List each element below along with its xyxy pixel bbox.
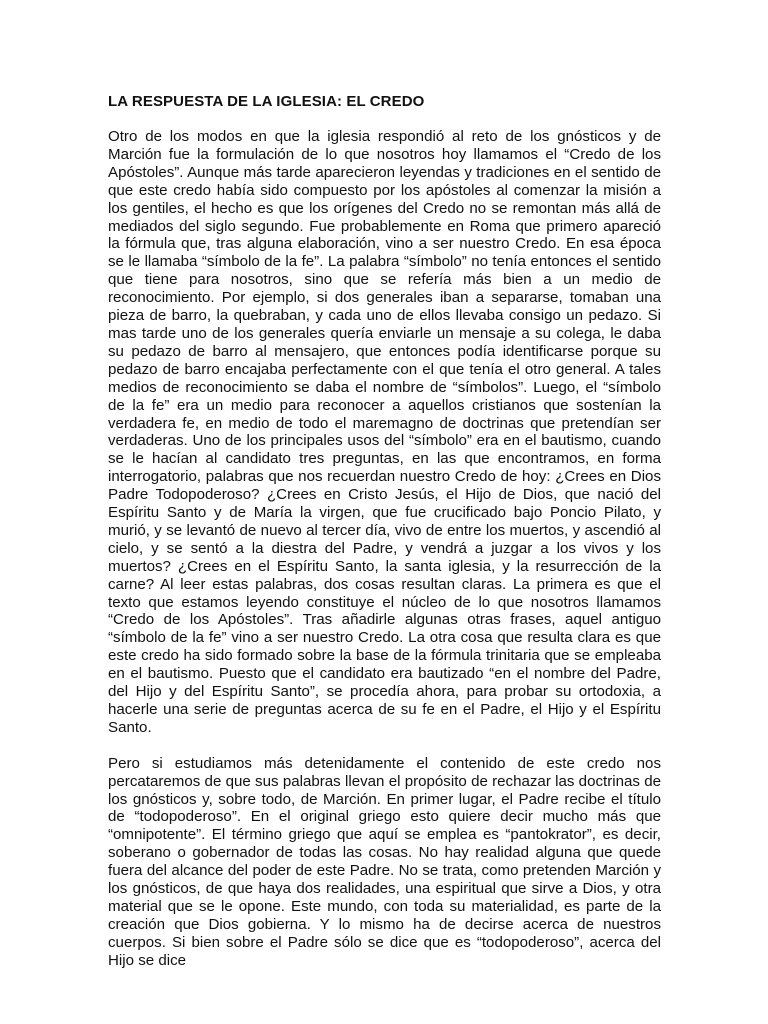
document-body [108, 92, 661, 987]
paragraph-2: Pero si estudiamos más detenidamente el contenido de este credo nos percataremos de que sus palabras llevan el propósito de rechazar las doctrinas de los gnósticos y, sobre todo, de Marción. En primer lugar, el Padre recibe el título de “todopoderoso”. En el original griego esto quiere decir mucho más que “omnipotente”. El término griego que aquí se emplea es “pantokrator”, es decir, soberano o gobernador de todas las cosas. No hay realidad alguna que quede fuera del alcance del poder de este Padre. No se trata, como pretenden Marción y los gnósticos, de que haya dos realidades, una espiritual que sirve a Dios, y otra material que se le opone. Este mundo, con toda su materialidad, es parte de la creación que Dios gobierna. Y lo mismo ha de decirse acerca de nuestros cuerpos. Si bien sobre el Padre sólo se dice que es “todopoderoso”, acerca del Hijo se dice [108, 754, 661, 969]
paragraph-1: Otro de los modos en que la iglesia respondió al reto de los gnósticos y de Marción fue la formulación de lo que nosotros hoy llamamos el “Credo de los Apóstoles”. Aunque más tarde aparecieron leyendas y tradiciones en el sentido de que este credo había sido compuesto por los apóstoles al comenzar la misión a los gentiles, el hecho es que los orígenes del Credo no se remontan más allá de mediados del siglo segundo. Fue probablemente en Roma que primero apareció la fórmula que, tras alguna elaboración, vino a ser nuestro Credo. En esa época se le llamaba “símbolo de la fe”. La palabra “símbolo” no tenía entonces el sentido que tiene para nosotros, sino que se refería más bien a un medio de reconocimiento. Por ejemplo, si dos generales iban a separarse, tomaban una pieza de barro, la quebraban, y cada uno de ellos llevaba consigo un pedazo. Si mas tarde uno de los generales quería enviarle un mensaje a su colega, le daba su pedazo de barro al mensajero, que entonces podía identificarse porque su pedazo de barro encajaba perfectamente con el que tenía el otro general. A tales medios de reconocimiento se daba el nombre de “símbolos”. Luego, el “símbolo de la fe” era un medio para reconocer a aquellos cristianos que sostenían la verdadera fe, en medio de todo el maremagno de doctrinas que pretendían ser verdaderas. Uno de los principales usos del “símbolo” era en el bautismo, cuando se le hacían al candidato tres preguntas, en las que encontramos, en forma interrogatorio, palabras que nos recuerdan nuestro Credo de hoy: ¿Crees en Dios Padre Todopoderoso? ¿Crees en Cristo Jesús, el Hijo de Dios, que nació del Espíritu Santo y de María la virgen, que fue crucificado bajo Poncio Pilato, y murió, y se levantó de nuevo al tercer día, vivo de entre los muertos, y ascendió al cielo, y se sentó a la diestra del Padre, y vendrá a juzgar a los vivos y los muertos? ¿Crees en el Espíritu Santo, la santa iglesia, y la resurrección de la carne? Al leer estas palabras, dos cosas resultan claras. La primera es que el texto que estamos leyendo constituye el núcleo de lo que nosotros llamamos “Credo de los Apóstoles”. Tras añadirle algunas otras frases, aquel antiguo “símbolo de la fe” vino a ser nuestro Credo. La otra cosa que resulta clara es que este credo ha sido formado sobre la base de la fórmula trinitaria que se empleaba en el bautismo. Puesto que el candidato era bautizado “en el nombre del Padre, del Hijo y del Espíritu Santo”, se procedía ahora, para probar su ortodoxia, a hacerle una serie de preguntas acerca de su fe en el Padre, el Hijo y el Espíritu Santo. [108, 128, 661, 736]
document-heading: LA RESPUESTA DE LA IGLESIA: EL CREDO [108, 93, 425, 110]
